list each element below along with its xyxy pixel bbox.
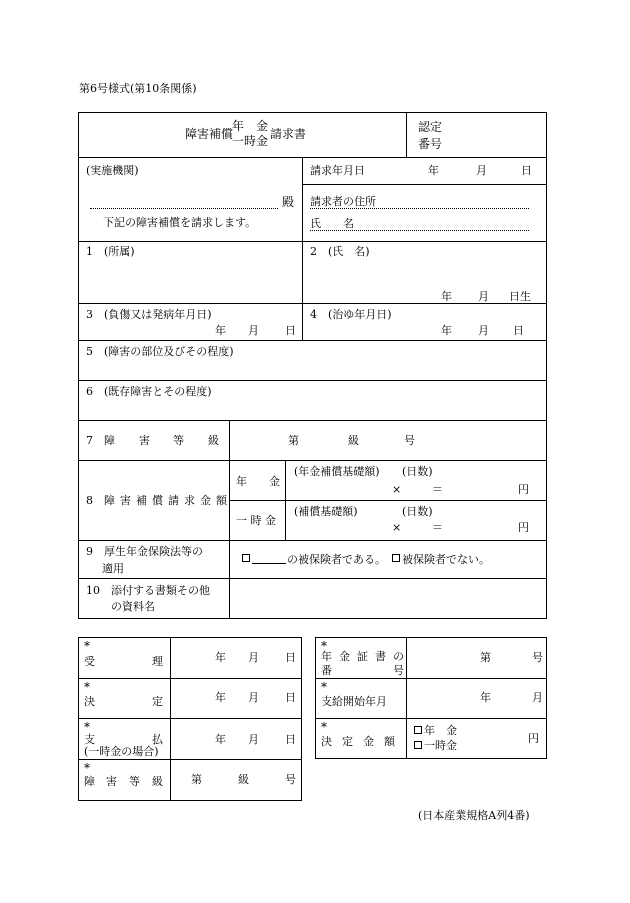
not-insured-text: 被保険者でない。 — [402, 553, 490, 566]
amount-lumpsum-checkbox[interactable] — [414, 741, 422, 749]
item-8-num: 8 — [86, 494, 93, 507]
decision-year: 年 — [215, 691, 226, 704]
payment-start-year: 年 — [480, 691, 491, 704]
grade-label-char: 等 — [173, 434, 184, 447]
title-nenkin: 年 金 — [232, 119, 269, 133]
grade-value-char: 第 — [288, 434, 299, 447]
item-8-claim-amount: 障害補償請求金額 — [104, 494, 232, 507]
amount-label-char: 額 — [384, 735, 395, 748]
recovery-year: 年 — [441, 324, 452, 337]
star-mark: * — [84, 720, 90, 734]
request-day: 日 — [521, 164, 532, 177]
pension-yen: 円 — [518, 483, 529, 496]
recovery-day: 日 — [513, 324, 524, 337]
insured-text: の被保険者である。 — [287, 553, 386, 566]
cert-number-suffix: 号 — [532, 651, 543, 664]
amount-pension-label: 年 金 — [424, 724, 457, 737]
cert-number-prefix: 第 — [480, 651, 491, 664]
item-2-name: 2 (氏 名) — [310, 245, 370, 258]
pension-days-label: (日数) — [402, 465, 433, 478]
cert-label-char: 年 — [321, 650, 332, 663]
lumpsum-label: 一 時 金 — [236, 514, 276, 527]
payment-year: 年 — [215, 733, 226, 746]
lumpsum-yen: 円 — [518, 521, 529, 534]
office-grade-value-char: 号 — [285, 773, 296, 786]
item-3-injury-date: 3 (負傷又は発病年月日) — [86, 308, 212, 321]
payment-start-month: 月 — [532, 691, 543, 704]
item-1-affiliation: 1 (所属) — [86, 245, 135, 258]
office-grade-label-char: 級 — [152, 775, 163, 788]
birth-year: 年 — [441, 290, 452, 303]
dono: 殿 — [282, 195, 295, 209]
lumpsum-days-label: (日数) — [402, 505, 433, 518]
item-5-disability: 5 (障害の部位及びその程度) — [86, 345, 234, 358]
cert-label-char: の — [393, 650, 404, 663]
star-mark: * — [84, 639, 90, 653]
amount-pension-checkbox[interactable] — [414, 726, 422, 734]
item-7-num: 7 — [86, 434, 93, 447]
injury-month: 月 — [248, 324, 259, 337]
pension-equals: ＝ — [432, 483, 443, 496]
received-label-char: 受 — [84, 655, 95, 668]
not-insured-checkbox[interactable] — [392, 554, 400, 562]
grade-label-char: 障 — [104, 434, 115, 447]
cert-label-char: 号 — [393, 664, 404, 677]
name-field[interactable] — [310, 230, 529, 231]
lumpsum-base-label: (補償基礎額) — [294, 505, 358, 518]
grade-label-char: 級 — [208, 434, 219, 447]
office-grade-label-char: 等 — [129, 775, 140, 788]
footer-standard: (日本産業規格A列4番) — [418, 809, 530, 822]
recovery-month: 月 — [478, 324, 489, 337]
item-6-existing-disability: 6 (既存障害とその程度) — [86, 385, 212, 398]
received-label-char: 理 — [152, 655, 163, 668]
request-year: 年 — [428, 164, 439, 177]
payment-month: 月 — [248, 733, 259, 746]
received-year: 年 — [215, 651, 226, 664]
institution-label: (実施機関) — [86, 164, 139, 177]
payment-label-char: 支 — [84, 733, 95, 746]
amount-label-char: 決 — [321, 735, 332, 748]
grade-value-char: 級 — [348, 434, 359, 447]
office-grade-label-char: 害 — [106, 775, 117, 788]
request-text: 下記の障害補償を請求します。 — [103, 216, 257, 229]
star-mark: * — [321, 680, 327, 694]
lumpsum-equals: ＝ — [432, 521, 443, 534]
pension-label: 年 金 — [236, 475, 280, 488]
amount-label-char: 定 — [342, 735, 353, 748]
grade-value-char: 号 — [404, 434, 415, 447]
star-mark: * — [84, 680, 90, 694]
address-field[interactable] — [310, 208, 529, 209]
insured-type-field[interactable] — [252, 563, 286, 564]
item-9-applicability: 適用 — [102, 562, 124, 575]
birth-day: 日生 — [509, 290, 531, 303]
request-date-label: 請求年月日 — [310, 164, 365, 177]
title-box — [78, 112, 547, 158]
decision-label-char: 決 — [84, 695, 95, 708]
received-month: 月 — [248, 651, 259, 664]
request-month: 月 — [476, 164, 487, 177]
insured-checkbox[interactable] — [242, 554, 250, 562]
cert-label-char: 書 — [375, 650, 386, 663]
grade-label-char: 害 — [139, 434, 150, 447]
office-grade-value-char: 第 — [191, 773, 202, 786]
item-10-documents: の資料名 — [111, 600, 155, 613]
item-9-pension-law: 9 厚生年金保険法等の — [86, 545, 203, 558]
approval-label: 認定 — [418, 120, 443, 134]
name-label: 氏 名 — [310, 217, 354, 230]
pension-times: × — [392, 483, 402, 496]
title-ichijikin: 一時金 — [232, 134, 269, 148]
decision-day: 日 — [285, 691, 296, 704]
cert-label-char: 金 — [339, 650, 350, 663]
cert-label-char: 証 — [357, 650, 368, 663]
lumpsum-times: × — [392, 521, 402, 534]
decision-label-char: 定 — [152, 695, 163, 708]
item-4-recovery-date: 4 (治ゆ年月日) — [310, 308, 392, 321]
payment-start-label: 支給開始年月 — [321, 695, 387, 708]
amount-label-char: 金 — [363, 735, 374, 748]
title-right: 請求書 — [270, 127, 307, 141]
address-label: 請求者の住所 — [310, 195, 376, 208]
amount-yen: 円 — [528, 732, 539, 745]
amount-lumpsum-label: 一時金 — [424, 739, 457, 752]
approval-number-label: 番号 — [418, 137, 443, 151]
star-mark: * — [84, 761, 90, 775]
institution-field[interactable] — [90, 208, 278, 209]
payment-lumpsum-note: (一時金の場合) — [84, 745, 159, 758]
pension-base-label: (年金補償基礎額) — [294, 465, 380, 478]
item-10-attachments: 10 添付する書類その他 — [86, 584, 210, 597]
office-grade-value-char: 級 — [238, 773, 249, 786]
star-mark: * — [321, 720, 327, 734]
decision-month: 月 — [248, 691, 259, 704]
payment-day: 日 — [285, 733, 296, 746]
received-day: 日 — [285, 651, 296, 664]
cert-label-char: 番 — [321, 664, 332, 677]
star-mark: * — [321, 639, 327, 653]
injury-year: 年 — [215, 324, 226, 337]
form-number: 第6号様式(第10条関係) — [79, 82, 197, 95]
payment-label-char: 払 — [152, 733, 163, 746]
title-left: 障害補償 — [185, 127, 234, 141]
injury-day: 日 — [285, 324, 296, 337]
office-grade-label-char: 障 — [84, 775, 95, 788]
birth-month: 月 — [478, 290, 489, 303]
